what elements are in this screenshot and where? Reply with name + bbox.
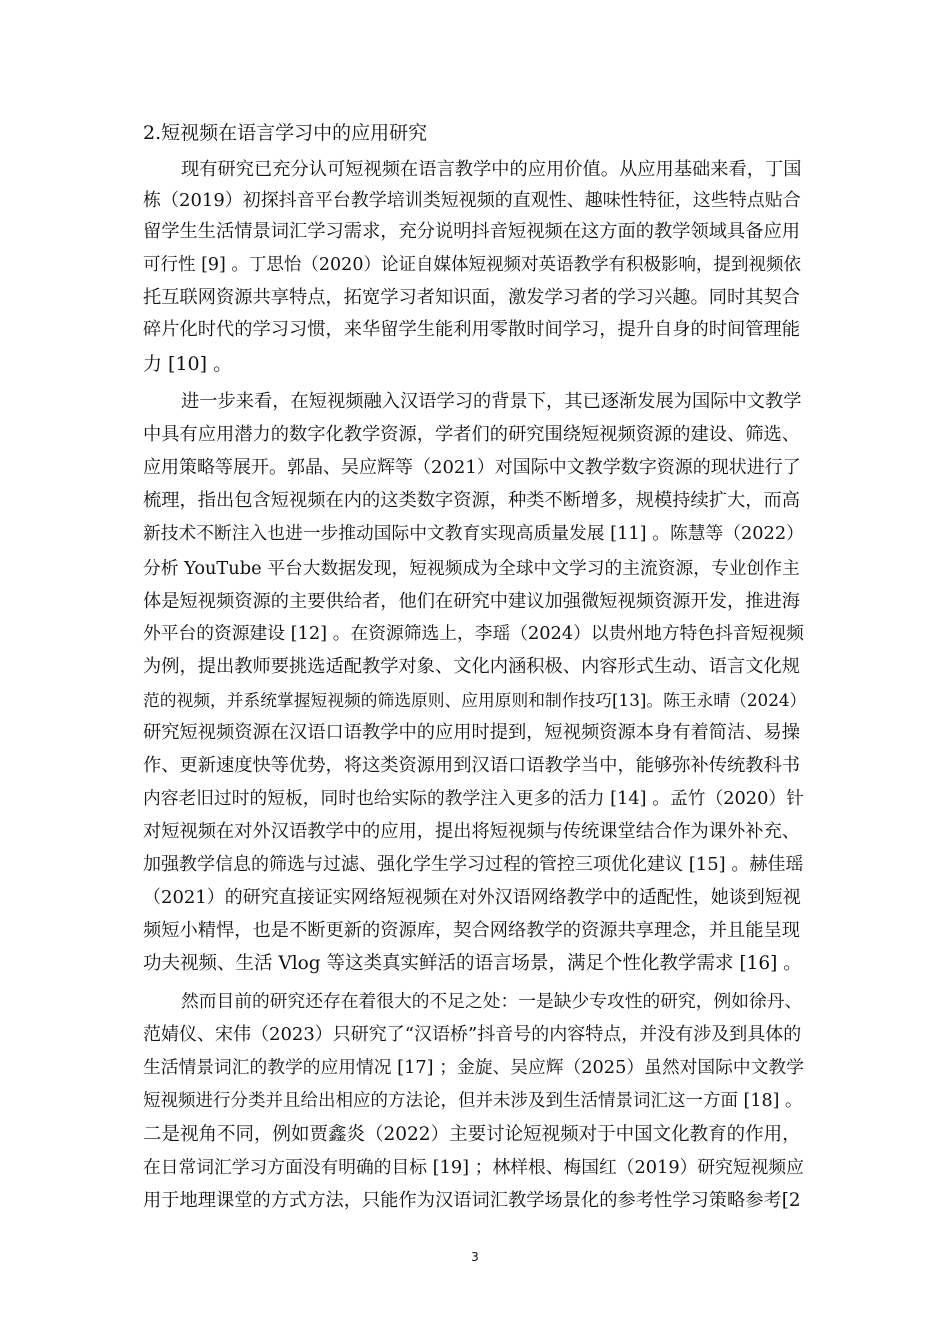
paragraph-2-line: 为例，提出教师要挑选适配教学对象、文化内涵积极、内容形式生动、语言文化规 — [143, 656, 800, 677]
paragraph-2-line: 内容老旧过时的短板，同时也给实际的教学注入更多的活力 [14] 。孟竹（2020）针 — [143, 789, 804, 809]
paragraph-2-line: 对短视频在对外汉语教学中的应用，提出将短视频与传统课堂结合作为课外补充、 — [143, 821, 800, 842]
paragraph-3-line: 然而目前的研究还存在着很大的不足之处：一是缺少专攻性的研究，例如徐丹、 — [181, 992, 803, 1012]
paragraph-2-line: 研究短视频资源在汉语口语教学中的应用时提到，短视频资源本身有着简洁、易操 — [143, 722, 800, 743]
paragraph-1-line: 留学生生活情景词汇学习需求，充分说明抖音短视频在这方面的教学领域具备应用 — [143, 221, 800, 242]
paragraph-2-line: 体是短视频资源的主要供给者，他们在研究中建议加强微短视频资源开发，推进海 — [143, 591, 800, 612]
paragraph-2-line: 新技术不断注入也进一步推动国际中文教育实现高质量发展 [11] 。陈慧等（2022） — [143, 524, 804, 544]
paragraph-3-line: 生活情景词汇的教学的应用情况 [17] ；金旋、吴应辉（2025）虽然对国际中文教学 — [143, 1058, 804, 1078]
paragraph-2-line: 频短小精悍，也是不断更新的资源库，契合网络教学的资源共享理念，并且能呈现 — [143, 920, 800, 941]
paragraph-1-line: 托互联网资源共享特点，拓宽学习者知识面，激发学习者的学习兴趣。同时其契合 — [143, 287, 800, 308]
paragraph-2-line: 作、更新速度快等优势，将这类资源用到汉语口语教学当中，能够弥补传统教科书 — [143, 755, 800, 776]
paragraph-2-line: 分析 YouTube 平台大数据发现，短视频成为全球中文学习的主流资源，专业创作主 — [143, 559, 800, 579]
paragraph-2-line: 中具有应用潜力的数字化教学资源，学者们的研究围绕短视频资源的建设、筛选、 — [143, 424, 800, 445]
paragraph-3-line: 用于地理课堂的方式方法，只能作为汉语词汇教学场景化的参考性学习策略参考[2 — [143, 1190, 801, 1211]
paragraph-2-line: 梳理，指出包含短视频在内的这类数字资源，种类不断增多，规模持续扩大，而高 — [143, 490, 800, 511]
paragraph-1-line: 可行性 [9] 。丁思怡（2020）论证自媒体短视频对英语教学有积极影响，提到视频依 — [143, 255, 801, 275]
paragraph-2-line: 进一步来看，在短视频融入汉语学习的背景下，其已逐渐发展为国际中文教学 — [181, 391, 802, 412]
paragraph-2-line: 范的视频，并系统掌握短视频的筛选原则、应用原则和制作技巧[13]。陈王永晴（2024） — [143, 690, 807, 710]
paragraph-2-line: 外平台的资源建设 [12] 。在资源筛选上，李瑶（2024）以贵州地方特色抖音短视频 — [143, 624, 804, 644]
paragraph-2-line: 加强教学信息的筛选与过滤、强化学生学习过程的管控三项优化建议 [15] 。赫佳瑶 — [143, 854, 804, 875]
paragraph-2-line: （2021）的研究直接证实网络短视频在对外汉语网络教学中的适配性，她谈到短视 — [143, 887, 801, 908]
paragraph-1-line: 碎片化时代的学习习惯，来华留学生能利用零散时间学习，提升自身的时间管理能 — [143, 319, 800, 340]
paragraph-2-line: 功夫视频、生活 Vlog 等这类真实鲜活的语言场景，满足个性化教学需求 [16] 。 — [143, 953, 802, 974]
page-number: 3 — [471, 1250, 479, 1264]
section-heading: 2.短视频在语言学习中的应用研究 — [143, 122, 428, 144]
paragraph-1-line: 栋（2019）初探抖音平台教学培训类短视频的直观性、趣味性特征，这些特点贴合 — [143, 190, 801, 211]
paragraph-3-line: 范婧仪、宋伟（2023）只研究了“汉语桥”抖音号的内容特点，并没有涉及到具体的 — [143, 1024, 802, 1045]
paragraph-1-line: 现有研究已充分认可短视频在语言教学中的应用价值。从应用基础来看，丁国 — [181, 159, 802, 180]
paragraph-1-line: 力 [10] 。 — [143, 353, 233, 375]
paragraph-3-line: 短视频进行分类并且给出相应的方法论，但并未涉及到生活情景词汇这一方面 [18] 。 — [143, 1091, 803, 1111]
paragraph-3-line: 二是视角不同，例如贾鑫炎（2022）主要讨论短视频对于中国文化教育的作用， — [143, 1124, 801, 1145]
paragraph-3-line: 在日常词汇学习方面没有明确的目标 [19] ；林样根、梅国红（2019）研究短视频应 — [143, 1158, 804, 1178]
paragraph-2-line: 应用策略等展开。郭晶、吴应辉等（2021）对国际中文教学数字资源的现状进行了 — [143, 457, 801, 478]
